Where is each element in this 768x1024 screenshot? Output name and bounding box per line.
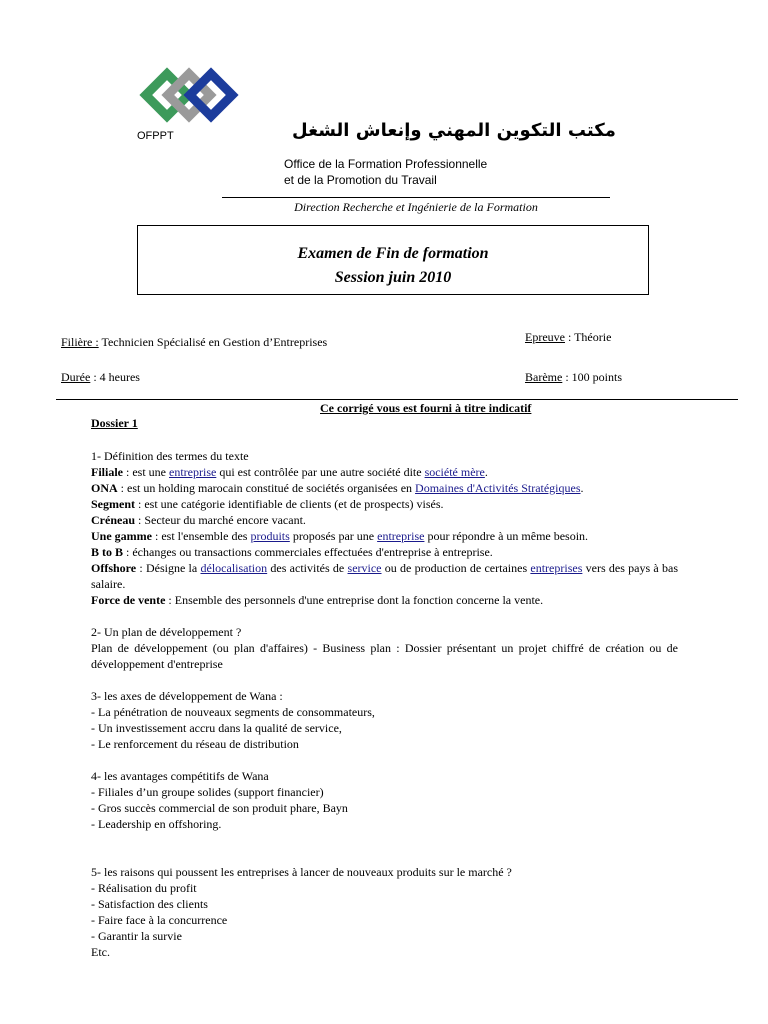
q2-answer: Plan de développement (ou plan d'affaires) - Business plan : Dossier présentant un projet chiffré de création ou de développement d'entreprise xyxy=(91,641,678,671)
answer-content xyxy=(91,448,678,960)
link-service[interactable]: service xyxy=(347,561,382,575)
term-creneau: Créneau xyxy=(91,513,135,527)
list-item: - Le renforcement du réseau de distribution xyxy=(91,737,299,751)
definition-filiale xyxy=(91,464,678,480)
duree-value: : 4 heures xyxy=(90,370,140,384)
list-item: - Réalisation du profit xyxy=(91,881,197,895)
link-domaines-activites[interactable]: Domaines d'Activités Stratégiques xyxy=(415,481,581,495)
list-item: - Gros succès commercial de son produit phare, Bayn xyxy=(91,801,348,815)
term-filiale: Filiale xyxy=(91,465,123,479)
org-name-line-2: et de la Promotion du Travail xyxy=(284,173,437,187)
q5-title: 5- les raisons qui poussent les entreprises à lancer de nouveaux produits sur le marché ? xyxy=(91,865,512,879)
spacer xyxy=(91,752,678,768)
link-delocalisation[interactable]: délocalisation xyxy=(200,561,268,575)
epreuve-value: : Théorie xyxy=(564,330,612,344)
link-produits[interactable]: produits xyxy=(250,529,290,543)
direction-label: Direction Recherche et Ingénierie de la Formation xyxy=(294,200,538,214)
epreuve-field xyxy=(525,329,611,345)
corrige-note: Ce corrigé vous est fourni à titre indicatif xyxy=(320,401,532,415)
list-item: - Satisfaction des clients xyxy=(91,897,208,911)
def-text: : Désigne la xyxy=(136,561,201,575)
def-text: : est l'ensemble des xyxy=(151,529,251,543)
list-item: - Filiales d’un groupe solides (support financier) xyxy=(91,785,324,799)
def-text: : Secteur du marché encore vacant. xyxy=(135,513,306,527)
list-item: - La pénétration de nouveaux segments de consommateurs, xyxy=(91,705,375,719)
list-item: Etc. xyxy=(91,945,110,959)
definition-force-de-vente xyxy=(91,592,678,608)
bareme-label: Barème xyxy=(525,370,563,384)
def-text: . xyxy=(580,481,584,495)
q2-title: 2- Un plan de développement ? xyxy=(91,625,242,639)
term-force-de-vente: Force de vente xyxy=(91,593,166,607)
exam-session: Session juin 2010 xyxy=(334,269,452,286)
link-entreprise-2[interactable]: entreprise xyxy=(377,529,425,543)
link-societe-mere[interactable]: société mère xyxy=(424,465,485,479)
dossier-title: Dossier 1 xyxy=(91,416,138,430)
def-text: : est un holding marocain constitué de sociétés organisées en xyxy=(117,481,416,495)
def-text: . xyxy=(484,465,488,479)
link-entreprise[interactable]: entreprise xyxy=(169,465,217,479)
epreuve-label: Epreuve xyxy=(525,330,565,344)
q3-title: 3- les axes de développement de Wana : xyxy=(91,689,283,703)
term-gamme: Une gamme xyxy=(91,529,152,543)
term-segment: Segment xyxy=(91,497,135,511)
definition-btob xyxy=(91,544,678,560)
definition-gamme xyxy=(91,528,678,544)
filiere-field xyxy=(61,334,327,350)
spacer xyxy=(91,608,678,624)
def-text: pour répondre à un même besoin. xyxy=(424,529,589,543)
spacer xyxy=(91,672,678,688)
duree-field xyxy=(61,369,140,385)
list-item: - Un investissement accru dans la qualité de service, xyxy=(91,721,342,735)
definition-creneau xyxy=(91,512,678,528)
list-item: - Leadership en offshoring. xyxy=(91,817,222,831)
term-ona: ONA xyxy=(91,481,118,495)
list-item: - Faire face à la concurrence xyxy=(91,913,228,927)
q1-title: 1- Définition des termes du texte xyxy=(91,449,249,463)
bareme-field xyxy=(525,369,622,385)
def-text: proposés par une xyxy=(289,529,378,543)
filiere-label: Filière : xyxy=(61,335,99,349)
term-offshore: Offshore xyxy=(91,561,137,575)
def-text: : échanges ou transactions commerciales effectuées d'entreprise à entreprise. xyxy=(123,545,493,559)
definition-offshore xyxy=(91,560,678,592)
bareme-value: : 100 points xyxy=(562,370,622,384)
link-entreprises[interactable]: entreprises xyxy=(530,561,583,575)
term-btob: B to B xyxy=(91,545,124,559)
duree-label: Durée xyxy=(61,370,91,384)
def-text: ou de production de certaines xyxy=(381,561,531,575)
exam-title: Examen de Fin de formation xyxy=(297,245,489,262)
q4-title: 4- les avantages compétitifs de Wana xyxy=(91,769,269,783)
definition-ona xyxy=(91,480,678,496)
list-item: - Garantir la survie xyxy=(91,929,182,943)
spacer xyxy=(91,832,678,864)
ofppt-logo xyxy=(135,66,243,130)
def-text: : Ensemble des personnels d'une entreprise dont la fonction concerne la vente. xyxy=(165,593,544,607)
header-divider xyxy=(222,197,610,198)
def-text: : est une catégorie identifiable de clients (et de prospects) visés. xyxy=(135,497,444,511)
org-arabic-name: مكتب التكوين المهني وإنعاش الشغل xyxy=(292,120,616,141)
org-name-line-1: Office de la Formation Professionnelle xyxy=(284,157,488,171)
def-text: qui est contrôlée par une autre société dite xyxy=(216,465,425,479)
def-text: vers des pays à bas salaire. xyxy=(91,561,679,591)
filiere-value: Technicien Spécialisé en Gestion d’Entreprises xyxy=(98,335,328,349)
def-text: des activités de xyxy=(267,561,348,575)
org-abbreviation: OFPPT xyxy=(137,130,174,142)
def-text: : est une xyxy=(123,465,169,479)
definition-segment xyxy=(91,496,678,512)
